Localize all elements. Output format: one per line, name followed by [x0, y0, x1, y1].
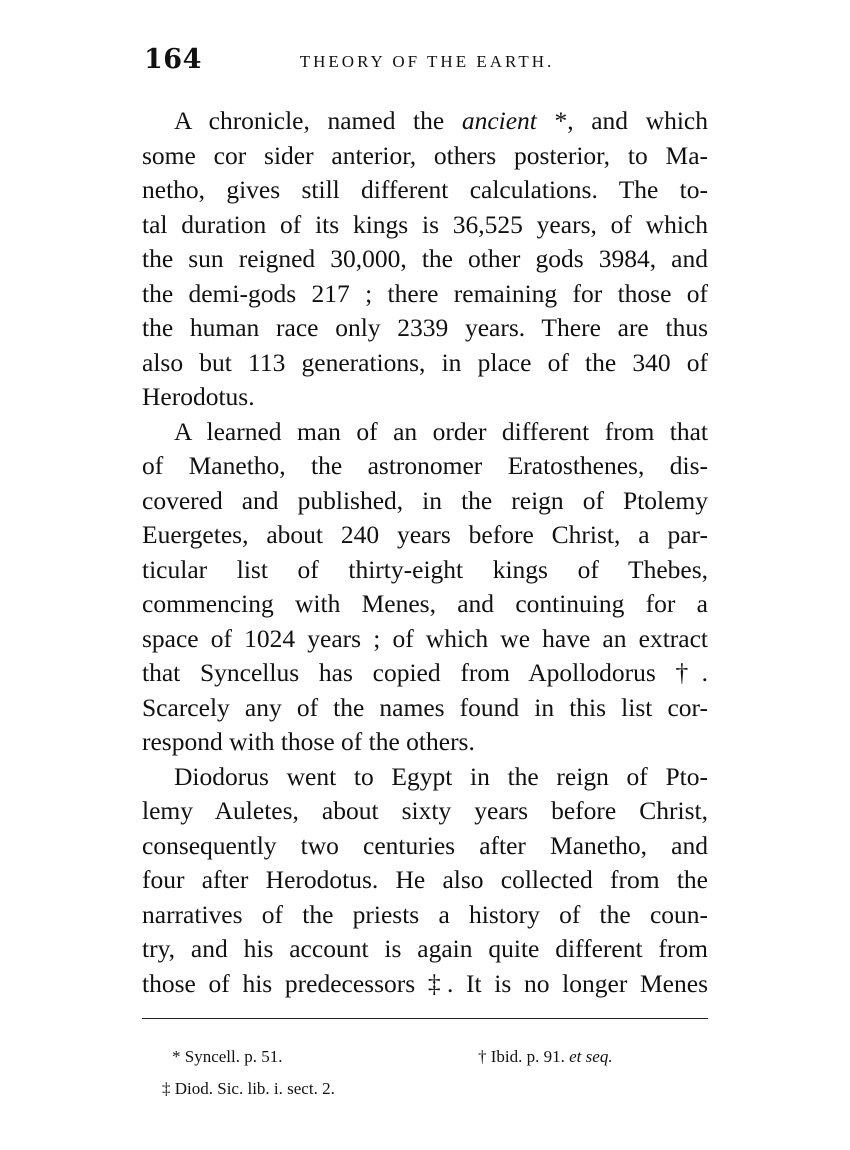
text-run: narratives of the priests a history of the coun-: [142, 899, 708, 929]
text-line: [142, 898, 708, 933]
text-run: Scarcely any of the names found in this list cor-: [142, 692, 708, 722]
text-line: [142, 967, 708, 1002]
text-line: [142, 829, 708, 864]
text-line: [142, 449, 708, 484]
text-line: [142, 656, 708, 691]
text-line: [142, 760, 708, 795]
text-run: consequently two centuries after Manetho, and: [142, 830, 708, 860]
footnote-ibid-italic: et seq.: [569, 1047, 613, 1066]
paragraph-1: [142, 104, 708, 415]
text-line: [142, 518, 708, 553]
text-run: the demi-gods 217 ; there remaining for those of: [142, 278, 708, 308]
footnote-syncellus: * Syncell. p. 51.: [172, 1047, 283, 1066]
page-number: 164: [144, 44, 202, 75]
text-run: respond with those of the others.: [142, 727, 475, 756]
text-line: [142, 794, 708, 829]
page-header: [144, 44, 710, 84]
text-line: [142, 104, 708, 139]
text-run: the sun reigned 30,000, the other gods 3984, and: [142, 244, 708, 273]
text-line: [142, 242, 708, 277]
text-line: [142, 139, 708, 174]
text-run: Herodotus.: [142, 382, 255, 411]
text-line: [142, 484, 708, 519]
text-line: [142, 415, 708, 450]
text-line: [142, 346, 708, 381]
text-line: [142, 691, 708, 726]
text-run: of Manetho, the astronomer Eratosthenes, dis-: [142, 451, 708, 480]
text-run: four after Herodotus. He also collected from the: [142, 865, 708, 894]
footnote-ibid: † Ibid. p. 91. et seq.: [478, 1047, 613, 1066]
text-run: try, and his account is again quite different from: [142, 934, 708, 963]
text-run: covered and published, in the reign of Ptolemy: [142, 485, 708, 515]
body-text: [142, 104, 708, 1001]
text-run: Euergetes, about 240 years before Christ, a par-: [142, 520, 708, 549]
text-run: some cor sider anterior, others posterior, to Ma-: [142, 140, 708, 170]
text-run: netho, gives still different calculations. The to-: [142, 175, 708, 204]
italic-run: ancient: [461, 106, 537, 135]
text-line: [142, 932, 708, 967]
text-line: [142, 173, 708, 208]
text-run: also but 113 generations, in place of the 340 of: [142, 347, 708, 377]
text-run: that Syncellus has copied from Apollodorus †.: [142, 658, 708, 687]
footnote-rule: [142, 1018, 708, 1019]
text-line: [142, 587, 708, 622]
text-run: ticular list of thirty-eight kings of Thebes,: [142, 554, 708, 584]
text-line: [142, 622, 708, 657]
text-line: [142, 311, 708, 346]
text-run: *, and which: [536, 106, 708, 135]
text-run: space of 1024 years ; of which we have an extract: [142, 623, 708, 653]
text-run: A learned man of an order different from that: [174, 416, 708, 446]
text-run: tal duration of its kings is 36,525 years, of which: [142, 209, 708, 239]
text-line: [142, 277, 708, 312]
text-line: [142, 208, 708, 243]
text-run: the human race only 2339 years. There are thus: [142, 313, 708, 342]
running-title: THEORY OF THE EARTH.: [299, 52, 555, 71]
paragraph-3: [142, 760, 708, 1002]
text-run: lemy Auletes, about sixty years before Christ,: [142, 796, 708, 825]
text-run: A chronicle, named the: [174, 106, 462, 135]
text-run: commencing with Menes, and continuing for a: [142, 589, 708, 618]
footnote-diodorus: ‡ Diod. Sic. lib. i. sect. 2.: [162, 1079, 335, 1098]
text-line: [142, 553, 708, 588]
text-run: those of his predecessors ‡. It is no longer Menes: [142, 968, 708, 998]
text-line: [142, 863, 708, 898]
text-line: [142, 380, 708, 415]
text-line: [142, 725, 708, 760]
text-run: Diodorus went to Egypt in the reign of Pto-: [174, 761, 708, 791]
paragraph-2: [142, 415, 708, 760]
